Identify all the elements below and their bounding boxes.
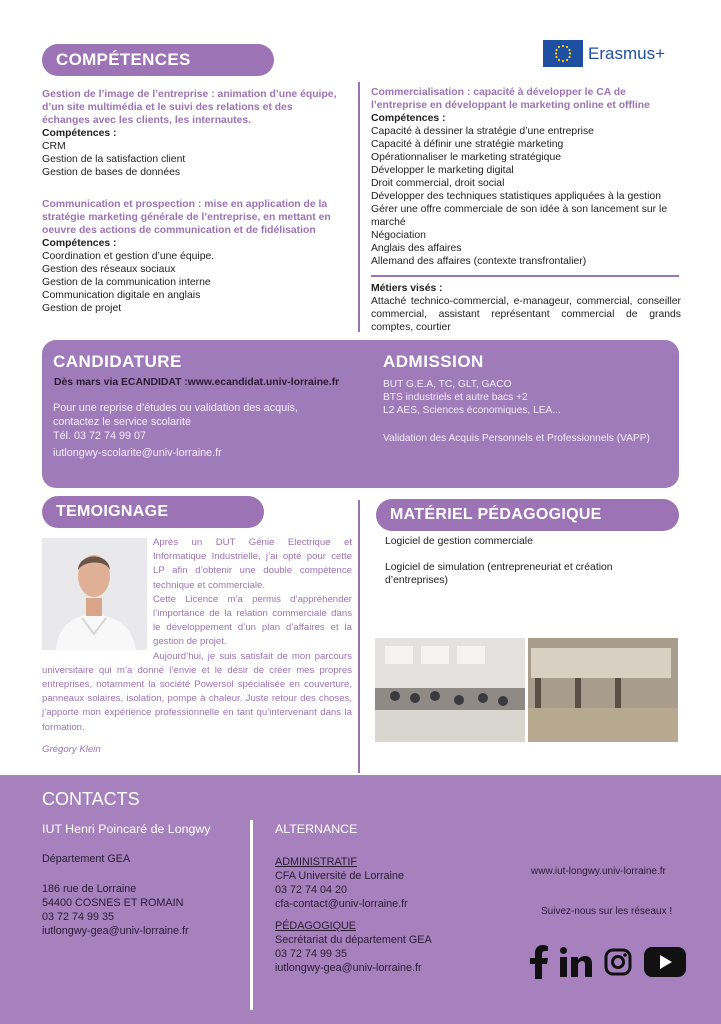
block-subheading: Compétences : bbox=[371, 113, 446, 124]
admin-tel: 03 72 74 04 20 bbox=[275, 884, 348, 896]
temoignage-paragraph: Après un DUT Génie Electrique et Informatique Industrielle, j’ai opté pour cette LP afin d’obtenir une double compétence technique et commerciale. bbox=[153, 537, 352, 591]
list-item: Coordination et gestion d’une équipe. bbox=[42, 251, 215, 262]
temoignage-text bbox=[42, 536, 352, 757]
list-item: CRM bbox=[42, 141, 66, 152]
temoignage-title: TEMOIGNAGE bbox=[42, 496, 264, 528]
eu-flag-icon bbox=[543, 40, 583, 67]
contacts-email[interactable]: iutlongwy-gea@univ-lorraine.fr bbox=[42, 925, 189, 937]
admission-line: L2 AES, Sciences économiques, LEA... bbox=[383, 405, 561, 416]
list-item: Anglais des affaires bbox=[371, 243, 462, 254]
list-item: Gestion de bases de données bbox=[42, 167, 181, 178]
alternance-title: ALTERNANCE bbox=[275, 822, 358, 836]
peda-tel: 03 72 74 99 35 bbox=[275, 948, 348, 960]
metiers-block bbox=[371, 282, 681, 334]
contacts-footer bbox=[0, 775, 721, 1024]
temoignage-author: Grégory Klein bbox=[42, 743, 101, 755]
temoignage-paragraph: Aujourd’hui, je suis satisfait de mon parcours universitaire qui m’a donné l’envie et le désir de créer mes propres entreprises, notamment la société Powersol spécialisée en couverture, panneaux solaires, isolation, pompe à chaleur. Juste retour des choses, j’apporte mon expérience professionnelle en tant qu’intervenant dans la formation. bbox=[42, 650, 352, 733]
contacts-dept: Département GEA bbox=[42, 853, 131, 865]
admin-email[interactable]: cfa-contact@univ-lorraine.fr bbox=[275, 898, 408, 910]
erasmus-label: Erasmus+ bbox=[588, 43, 665, 63]
list-item: Développer des techniques statistiques appliquées à la gestion bbox=[371, 191, 661, 202]
materiel-title: MATÉRIEL PÉDAGOGIQUE bbox=[376, 499, 679, 531]
competences-title: COMPÉTENCES bbox=[42, 44, 274, 76]
list-item: Logiciel de gestion commerciale bbox=[385, 536, 533, 547]
erasmus-logo bbox=[543, 40, 665, 67]
social-links bbox=[530, 945, 686, 984]
candidature-line: Pour une reprise d’études ou validation des acquis, bbox=[53, 402, 298, 414]
competence-block-image bbox=[42, 88, 342, 179]
horizontal-rule bbox=[371, 275, 679, 277]
admin-heading: ADMINISTRATIF bbox=[275, 856, 357, 868]
list-item: Allemand des affaires (contexte transfrontalier) bbox=[371, 256, 587, 267]
temoignage-paragraph: Cette Licence m’a permis d’appréhender l’importance de la relation commerciale dans le développement d’un plan d’affaires et la gestion de projet. bbox=[153, 593, 352, 648]
contacts-title: CONTACTS bbox=[42, 789, 140, 809]
column-divider bbox=[358, 82, 360, 332]
candidature-tel: Tél. 03 72 74 99 07 bbox=[53, 430, 147, 442]
list-item: Opérationnaliser le marketing stratégique bbox=[371, 152, 562, 163]
block-heading: Commercialisation : capacité à développer le CA de l’entreprise en développant le marketing online et offline bbox=[371, 87, 650, 111]
candidature-email[interactable]: iutlongwy-scolarite@univ-lorraine.fr bbox=[53, 447, 222, 459]
list-item: Gestion de la satisfaction client bbox=[42, 154, 186, 165]
column-divider bbox=[358, 500, 360, 773]
metiers-heading: Métiers visés : bbox=[371, 283, 443, 294]
competence-block-commercialisation bbox=[371, 86, 681, 268]
contacts-tel: 03 72 74 99 35 bbox=[42, 911, 115, 923]
classroom-photo bbox=[375, 638, 678, 742]
list-item: Gestion des réseaux sociaux bbox=[42, 264, 176, 275]
youtube-icon[interactable] bbox=[644, 947, 686, 982]
contacts-org: IUT Henri Poincaré de Longwy bbox=[42, 822, 211, 836]
peda-line: Secrétariat du département GEA bbox=[275, 934, 432, 946]
list-item: Gestion de la communication interne bbox=[42, 277, 211, 288]
candidature-line: contactez le service scolarité bbox=[53, 416, 192, 428]
admin-line: CFA Université de Lorraine bbox=[275, 870, 405, 882]
facebook-icon[interactable] bbox=[530, 945, 548, 984]
metiers-text: Attaché technico-commercial, e-manageur, commercial, conseiller commercial, assistant représentant commercial de grands comptes, courtier bbox=[371, 296, 681, 333]
contacts-addr: 54400 COSNES ET ROMAIN bbox=[42, 897, 184, 909]
list-item: Développer le marketing digital bbox=[371, 165, 514, 176]
block-subheading: Compétences : bbox=[42, 128, 117, 139]
list-item: Capacité à définir une stratégie marketing bbox=[371, 139, 564, 150]
list-item: Communication digitale en anglais bbox=[42, 290, 201, 301]
block-heading: Gestion de l’image de l’entreprise : animation d’une équipe, d’un site multimédia et le suivi des relations et des échanges avec les clients, les internautes. bbox=[42, 89, 337, 126]
block-subheading: Compétences : bbox=[42, 238, 117, 249]
admission-line: BUT G.E.A, TC, GLT, GACO bbox=[383, 379, 512, 390]
list-item: Logiciel de simulation (entrepreneuriat et création d’entreprises) bbox=[385, 562, 613, 586]
peda-email[interactable]: iutlongwy-gea@univ-lorraine.fr bbox=[275, 962, 422, 974]
list-item: Capacité à dessiner la stratégie d’une entreprise bbox=[371, 126, 594, 137]
candidature-title: CANDIDATURE bbox=[53, 352, 182, 371]
list-item: Droit commercial, droit social bbox=[371, 178, 505, 189]
list-item: Négociation bbox=[371, 230, 426, 241]
admission-vapp: Validation des Acquis Personnels et Professionnels (VAPP) bbox=[383, 433, 650, 444]
contacts-addr: 186 rue de Lorraine bbox=[42, 883, 137, 895]
admission-line: BTS industriels et autre bacs +2 bbox=[383, 392, 528, 403]
admission-title: ADMISSION bbox=[383, 352, 484, 371]
list-item: Gérer une offre commerciale de son idée à son lancement sur le marché bbox=[371, 204, 668, 228]
materiel-list bbox=[385, 535, 675, 587]
footer-divider bbox=[250, 820, 253, 1010]
candidature-dates: Dès mars via ECANDIDAT :www.ecandidat.univ-lorraine.fr bbox=[54, 377, 340, 388]
peda-heading: PÉDAGOGIQUE bbox=[275, 920, 356, 932]
competence-block-communication bbox=[42, 198, 342, 315]
follow-text: Suivez-nous sur les réseaux ! bbox=[541, 906, 673, 917]
candidature-admission-card bbox=[42, 340, 679, 488]
linkedin-icon[interactable] bbox=[560, 947, 592, 982]
list-item: Gestion de projet bbox=[42, 303, 122, 314]
website-link[interactable]: www.iut-longwy.univ-lorraine.fr bbox=[531, 866, 666, 877]
block-heading: Communication et prospection : mise en application de la stratégie marketing générale de l’entreprise, en mettant en oeuvre des actions de communication et de fidélisation bbox=[42, 199, 331, 236]
instagram-icon[interactable] bbox=[604, 948, 632, 981]
